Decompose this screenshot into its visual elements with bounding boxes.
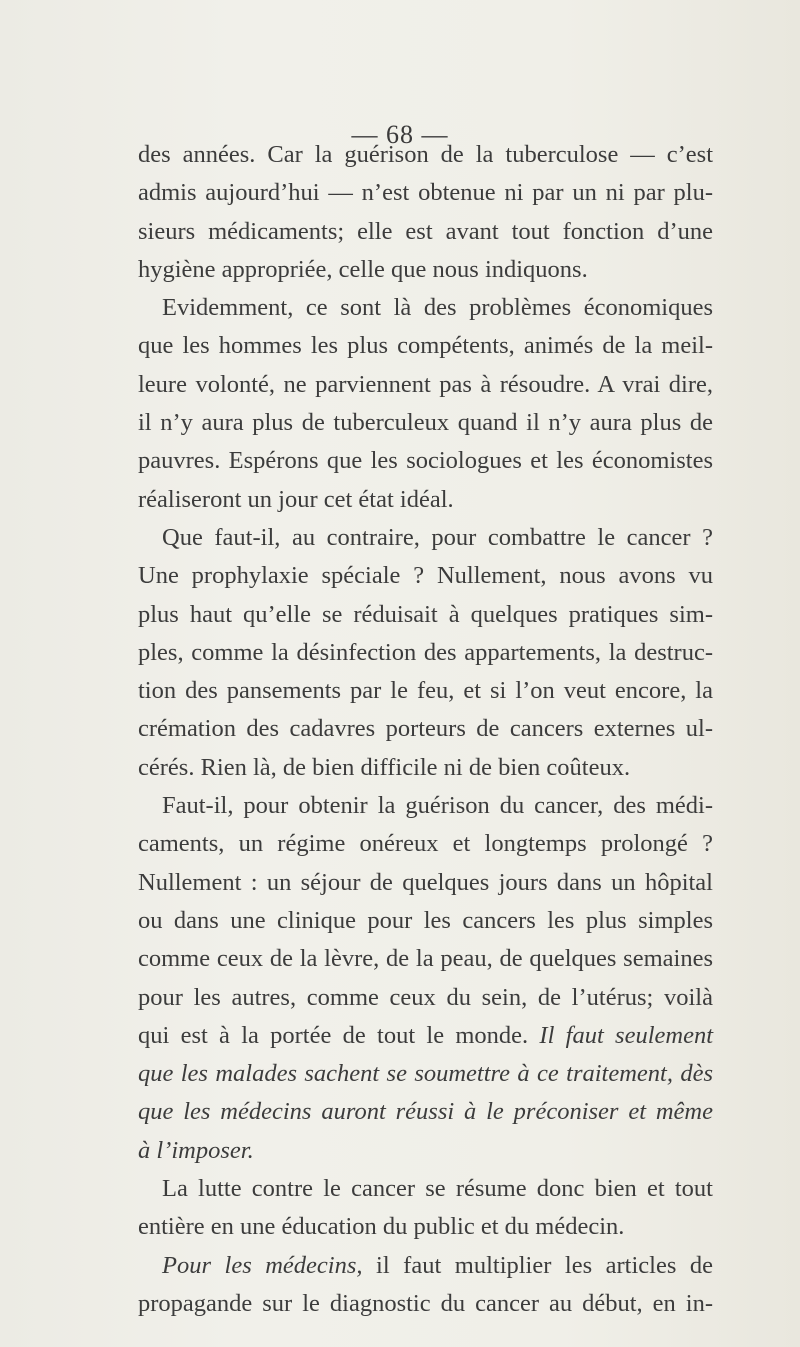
text-line: [138, 1285, 713, 1323]
text-segment: cérés. Rien là, de bien difficile ni de bien coûteux.: [138, 753, 631, 781]
text-line: [138, 864, 713, 902]
text-line: [138, 672, 713, 710]
text-line: [138, 902, 713, 940]
text-line: [138, 1208, 713, 1246]
text-segment: entière en une éducation du public et du médecin.: [138, 1213, 625, 1241]
text-line: [138, 1093, 713, 1131]
italic-text: Il faut seulement: [539, 1021, 713, 1049]
text-line: [138, 710, 713, 748]
text-line: [138, 174, 713, 212]
text-segment: que les hommes les plus compétents, animés de la meil-: [138, 332, 713, 360]
italic-text: que les médecins auront réussi à le préconiser et même: [138, 1098, 713, 1126]
text-segment: il n’y aura plus de tuberculeux quand il n’y aura plus de: [138, 409, 713, 437]
text-segment: ou dans une clinique pour les cancers les plus simples: [138, 906, 713, 934]
text-segment: il faut multiplier les articles de: [362, 1251, 714, 1279]
page-number: — 68 —: [351, 120, 449, 149]
text-segment: tion des pansements par le feu, et si l’on veut encore, la: [138, 677, 713, 705]
text-segment: crémation des cadavres porteurs de cancers externes ul-: [138, 715, 713, 743]
italic-text: Pour les médecins,: [162, 1251, 363, 1279]
text-segment: admis aujourd’hui — n’est obtenue ni par un ni par plu-: [138, 179, 713, 207]
text-line: [138, 596, 713, 634]
text-line: [138, 366, 713, 404]
text-line: [138, 481, 713, 519]
text-line: [138, 1055, 713, 1093]
text-segment: Evidemment, ce sont là des problèmes économiques: [162, 294, 713, 322]
text-line: [138, 519, 713, 557]
body-text: [138, 136, 713, 1323]
text-line: [138, 557, 713, 595]
text-segment: Faut-il, pour obtenir la guérison du cancer, des médi-: [162, 792, 713, 820]
text-line: [138, 940, 713, 978]
text-segment: des années. Car la guérison de la tuberculose — c’est: [138, 141, 713, 168]
italic-text: que les malades sachent se soumettre à ce traitement, dès: [138, 1060, 713, 1088]
text-segment: ples, comme la désinfection des appartements, la destruc-: [138, 638, 713, 666]
text-segment: plus haut qu’elle se réduisait à quelques pratiques sim-: [138, 600, 713, 628]
text-segment: caments, un régime onéreux et longtemps prolongé ?: [138, 830, 713, 858]
text-segment: Nullement : un séjour de quelques jours dans un hôpital: [138, 868, 713, 896]
text-segment: propagande sur le diagnostic du cancer au début, en in-: [138, 1289, 713, 1317]
text-line: [138, 213, 713, 251]
text-line: [138, 1170, 713, 1208]
text-line: [138, 1247, 713, 1285]
text-segment: pauvres. Espérons que les sociologues et les économistes: [138, 447, 713, 475]
text-line: [138, 136, 713, 174]
text-line: [138, 289, 713, 327]
text-line: [138, 442, 713, 480]
text-line: [138, 1132, 713, 1170]
text-segment: hygiène appropriée, celle que nous indiquons.: [138, 255, 588, 283]
text-line: [138, 634, 713, 672]
text-segment: pour les autres, comme ceux du sein, de l’utérus; voilà: [138, 983, 713, 1011]
text-segment: sieurs médicaments; elle est avant tout fonction d’une: [138, 217, 713, 245]
italic-text: à l’imposer.: [138, 1136, 254, 1164]
text-line: [138, 251, 713, 289]
text-segment: La lutte contre le cancer se résume donc bien et tout: [162, 1175, 713, 1203]
text-line: [138, 327, 713, 365]
text-line: [138, 979, 713, 1017]
text-line: [138, 1017, 713, 1055]
text-line: [138, 825, 713, 863]
text-segment: qui est à la portée de tout le monde.: [138, 1021, 540, 1049]
text-line: [138, 787, 713, 825]
text-line: [138, 749, 713, 787]
text-line: [138, 404, 713, 442]
text-segment: Une prophylaxie spéciale ? Nullement, nous avons vu: [138, 562, 713, 590]
text-segment: Que faut-il, au contraire, pour combattre le cancer ?: [162, 523, 713, 551]
text-segment: leure volonté, ne parviennent pas à résoudre. A vrai dire,: [138, 370, 713, 398]
text-segment: comme ceux de la lèvre, de la peau, de quelques semaines: [138, 945, 713, 973]
text-segment: réaliseront un jour cet état idéal.: [138, 485, 454, 513]
